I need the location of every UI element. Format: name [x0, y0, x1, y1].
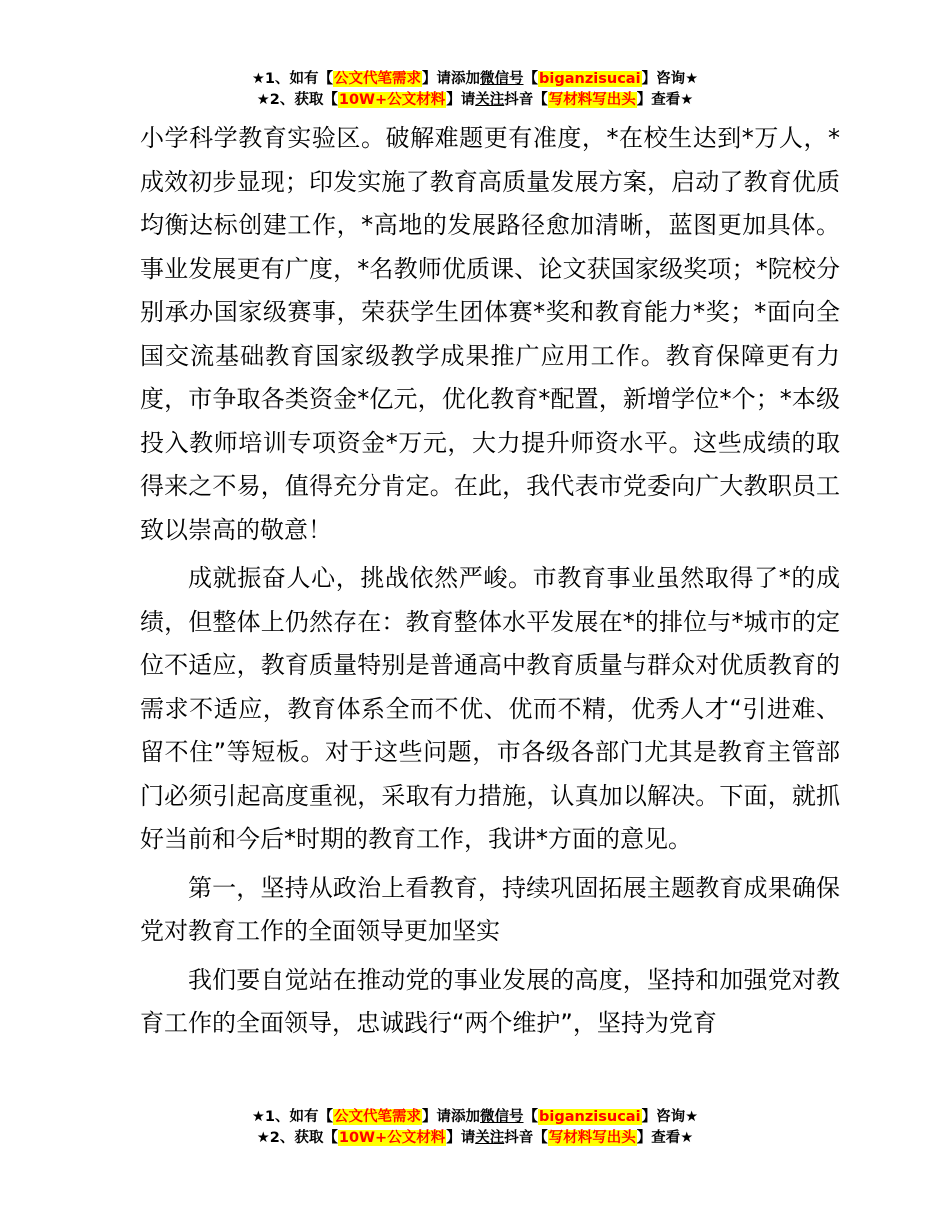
header-line-2-highlight-materials: 10W+公文材料: [338, 92, 446, 108]
footer-line-2-text: 】请: [446, 1130, 476, 1146]
footer-line-1-text: 【: [523, 1109, 539, 1125]
header-line-2-text: ★2、获取【: [256, 92, 338, 108]
header-line-1: [0, 69, 950, 90]
header-line-2-text: 】查看★: [636, 92, 694, 108]
footer-line-1-highlight-ghostwriting: 公文代笔需求: [334, 1109, 422, 1125]
body-paragraph-1: 小学科学教育实验区。破解难题更有准度，*在校生达到*万人，*成效初步显现；印发实施了教育高质量发展方案，启动了教育优质均衡达标创建工作，*高地的发展路径愈加清晰，蓝图更加具体。事业发展更有广度，*名教师优质课、论文获国家级奖项；*院校分别承办国家级赛事，荣获学生团体赛*奖和教育能力*奖；*面向全国交流基础教育国家级教学成果推广应用工作。教育保障更有力度，市争取各类资金*亿元，优化教育*配置，新增学位*个；*本级投入教师培训专项资金*万元，大力提升师资水平。这些成绩的取得来之不易，值得充分肯定。在此，我代表市党委向广大教职员工致以崇高的敬意！: [140, 124, 840, 544]
footer-line-2-highlight-materials: 10W+公文材料: [338, 1130, 446, 1146]
footer-line-2-text: 】查看★: [636, 1130, 694, 1146]
footer-line-2-text: 抖音【: [504, 1130, 548, 1146]
footer-line-2: [0, 1128, 950, 1149]
footer-line-2-text: ★2、获取【: [256, 1130, 338, 1146]
section-heading-1: 第一，坚持从政治上看教育，持续巩固拓展主题教育成果确保党对教育工作的全面领导更加坚实: [140, 873, 840, 945]
header-banner: [0, 69, 950, 111]
footer-line-2-underlined: 关注: [475, 1130, 505, 1146]
footer-line-1-text: ★1、如有【: [251, 1109, 334, 1125]
footer-line-1-highlight-wechat-id: biganzisucai: [539, 1109, 641, 1125]
header-line-1-highlight-ghostwriting: 公文代笔需求: [334, 71, 422, 87]
header-line-2: [0, 90, 950, 111]
header-line-1-text: 】请添加: [422, 71, 481, 87]
header-line-1-text: 【: [523, 71, 539, 87]
header-line-1-highlight-wechat-id: biganzisucai: [539, 71, 641, 87]
document-body: [140, 117, 840, 1051]
header-line-2-highlight-douyin: 写材料写出头: [548, 92, 636, 108]
footer-banner: [0, 1107, 950, 1149]
body-paragraph-3: 我们要自觉站在推动党的事业发展的高度，坚持和加强党对教育工作的全面领导，忠诚践行“两个维护”，坚持为党育: [140, 965, 840, 1037]
body-paragraph-2: 成就振奋人心，挑战依然严峻。市教育事业虽然取得了*的成绩，但整体上仍然存在：教育整体水平发展在*的排位与*城市的定位不适应，教育质量特别是普通高中教育质量与群众对优质教育的需求不适应，教育体系全而不优、优而不精，优秀人才“引进难、留不住”等短板。对于这些问题，市各级各部门尤其是教育主管部门必须引起高度重视，采取有力措施，认真加以解决。下面，就抓好当前和今后*时期的教育工作，我讲*方面的意见。: [140, 564, 840, 853]
footer-line-1-text: 】请添加: [422, 1109, 481, 1125]
footer-line-1-text: 】咨询★: [641, 1109, 699, 1125]
footer-line-1: [0, 1107, 950, 1128]
footer-line-2-highlight-douyin: 写材料写出头: [548, 1130, 636, 1146]
header-line-1-underlined: 微信号: [480, 71, 524, 87]
header-line-2-text: 】请: [446, 92, 476, 108]
footer-line-1-underlined: 微信号: [480, 1109, 524, 1125]
header-line-2-underlined: 关注: [475, 92, 505, 108]
header-line-1-text: 】咨询★: [641, 71, 699, 87]
header-line-1-text: ★1、如有【: [251, 71, 334, 87]
header-line-2-text: 抖音【: [504, 92, 548, 108]
